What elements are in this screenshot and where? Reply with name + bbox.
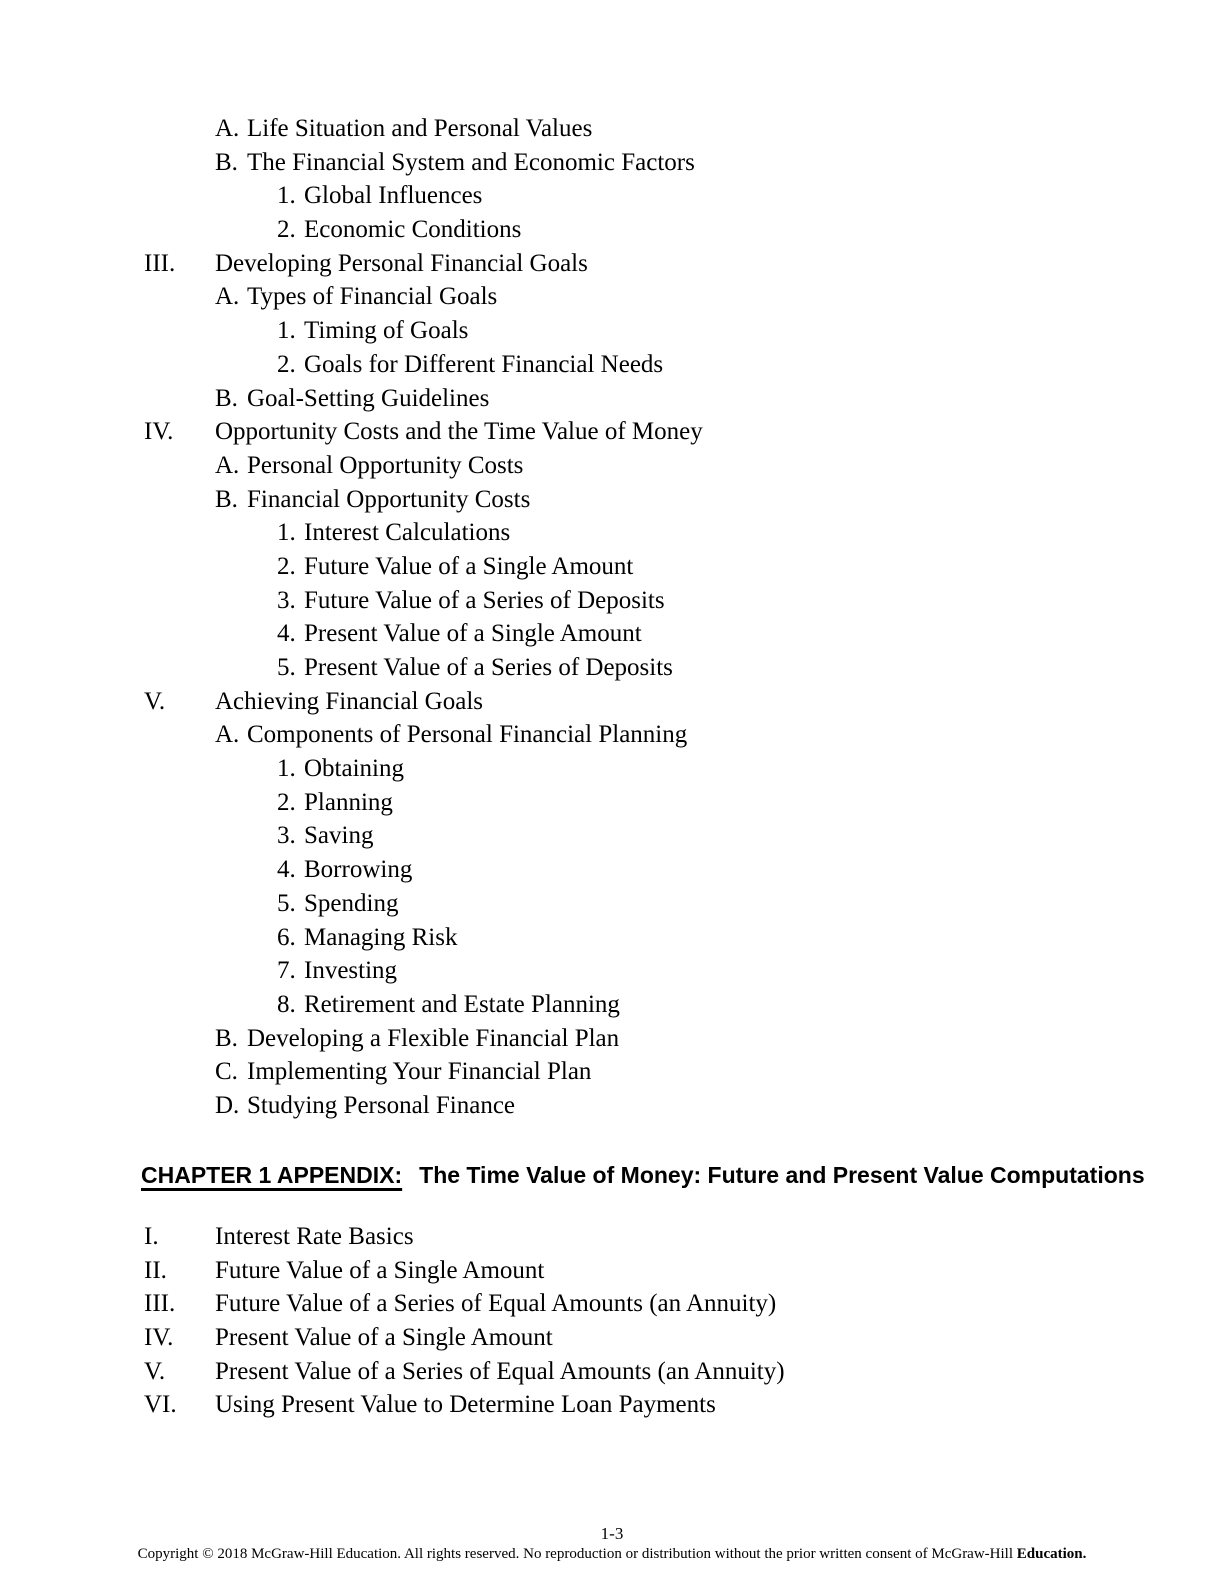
appendix-outline-list: [0, 1220, 1224, 1422]
outline-text: Economic Conditions: [304, 216, 522, 244]
outline-item: [0, 1355, 1224, 1389]
outline-text: Planning: [304, 788, 393, 816]
outline-item: [0, 516, 1224, 550]
outline-item: [0, 718, 1224, 752]
outline-marker: A.: [215, 115, 240, 142]
outline-text: Personal Opportunity Costs: [247, 451, 524, 479]
outline-item: [0, 1089, 1224, 1123]
outline-marker: IV.: [144, 1324, 174, 1352]
outline-marker: A.: [215, 721, 240, 749]
outline-marker: I.: [144, 1223, 159, 1250]
outline-item: [0, 247, 1224, 281]
outline-text: Using Present Value to Determine Loan Payments: [215, 1391, 716, 1419]
outline-text: Developing Personal Financial Goals: [215, 249, 588, 277]
outline-marker: B.: [215, 1024, 238, 1052]
outline-marker: 3.: [277, 822, 296, 850]
outline-text: Managing Risk: [304, 923, 458, 951]
outline-item: [0, 1022, 1224, 1056]
outline-text: The Financial System and Economic Factors: [247, 148, 695, 176]
outline-marker: 6.: [277, 923, 296, 951]
outline-marker: A.: [215, 451, 240, 479]
outline-marker: B.: [215, 485, 238, 513]
outline-text: Present Value of a Series of Deposits: [304, 654, 673, 681]
outline-item: [0, 786, 1224, 820]
outline-marker: V.: [144, 687, 166, 715]
outline-text: Future Value of a Single Amount: [215, 1256, 545, 1284]
outline-item: [0, 988, 1224, 1022]
appendix-heading: [141, 1162, 1145, 1189]
outline-item: [0, 584, 1224, 618]
outline-marker: 1.: [277, 182, 296, 210]
outline-item: [0, 752, 1224, 786]
outline-item: [0, 651, 1224, 685]
outline-item: [0, 617, 1224, 651]
outline-text: Present Value of a Series of Equal Amounts (an Annuity): [215, 1357, 785, 1385]
outline-marker: 8.: [277, 990, 296, 1018]
outline-marker: 4.: [277, 620, 296, 648]
outline-marker: IV.: [144, 418, 174, 446]
appendix-heading-label: CHAPTER 1 APPENDIX:: [141, 1162, 403, 1188]
outline-marker: 2.: [277, 350, 296, 378]
outline-marker: 4.: [277, 856, 296, 884]
copyright-notice: [0, 1546, 1224, 1563]
outline-item: [0, 179, 1224, 213]
outline-text: Types of Financial Goals: [247, 283, 498, 311]
outline-text: Goals for Different Financial Needs: [304, 350, 664, 378]
outline-text: Future Value of a Series of Equal Amounts (an Annuity): [215, 1290, 777, 1318]
outline-marker: III.: [144, 249, 176, 277]
outline-marker: C.: [215, 1058, 238, 1086]
outline-text: Studying Personal Finance: [247, 1091, 516, 1119]
outline-marker: VI.: [144, 1391, 177, 1419]
outline-marker: 5.: [277, 654, 296, 681]
outline-marker: 1.: [277, 519, 296, 547]
outline-item: [0, 1388, 1224, 1422]
outline-text: Financial Opportunity Costs: [247, 485, 531, 513]
outline-item: [0, 449, 1224, 483]
outline-item: [0, 382, 1224, 416]
outline-item: [0, 415, 1224, 449]
outline-marker: 5.: [277, 889, 296, 917]
outline-text: Goal-Setting Guidelines: [247, 384, 490, 412]
copyright-publisher: Education.: [1016, 1546, 1087, 1562]
outline-item: [0, 1321, 1224, 1355]
outline-text: Developing a Flexible Financial Plan: [247, 1024, 620, 1052]
outline-item: [0, 112, 1224, 146]
outline-item: [0, 853, 1224, 887]
outline-item: [0, 1055, 1224, 1089]
outline-text: Opportunity Costs and the Time Value of Money: [215, 418, 703, 446]
outline-marker: B.: [215, 384, 238, 412]
outline-marker: 2.: [277, 788, 296, 816]
outline-marker: II.: [144, 1256, 167, 1284]
outline-item: [0, 887, 1224, 921]
outline-marker: III.: [144, 1290, 176, 1318]
outline-text: Investing: [304, 957, 398, 985]
outline-text: Timing of Goals: [304, 317, 469, 345]
outline-item: [0, 819, 1224, 853]
outline-text: Obtaining: [304, 755, 404, 783]
outline-item: [0, 146, 1224, 180]
outline-item: [0, 1220, 1224, 1254]
outline-marker: 1.: [277, 755, 296, 783]
outline-item: [0, 1254, 1224, 1288]
outline-item: [0, 314, 1224, 348]
outline-text: Achieving Financial Goals: [215, 687, 483, 715]
outline-item: [0, 348, 1224, 382]
outline-marker: A.: [215, 283, 240, 311]
outline-marker: 2.: [277, 216, 296, 244]
outline-item: [0, 213, 1224, 247]
copyright-text: Copyright © 2018 McGraw-Hill Education. All rights reserved. No reproduction or distribution without the prior written consent of McGraw-Hill: [137, 1546, 1017, 1562]
outline-text: Borrowing: [304, 856, 413, 884]
chapter-outline-list: [0, 112, 1224, 1123]
outline-marker: B.: [215, 148, 238, 176]
outline-text: Future Value of a Series of Deposits: [304, 586, 665, 614]
outline-marker: D.: [215, 1091, 240, 1119]
appendix-heading-title: The Time Value of Money: Future and Present Value Computations: [419, 1162, 1145, 1188]
outline-text: Present Value of a Single Amount: [215, 1324, 553, 1352]
outline-marker: V.: [144, 1357, 166, 1385]
outline-text: Global Influences: [304, 182, 483, 210]
outline-marker: 3.: [277, 586, 296, 614]
page-number: 1-3: [600, 1524, 624, 1543]
outline-text: Components of Personal Financial Planning: [247, 721, 688, 749]
outline-item: [0, 483, 1224, 517]
outline-text: Life Situation and Personal Values: [247, 115, 593, 142]
outline-text: Interest Calculations: [304, 519, 511, 547]
outline-item: [0, 685, 1224, 719]
outline-text: Interest Rate Basics: [215, 1223, 414, 1250]
outline-item: [0, 550, 1224, 584]
outline-item: [0, 280, 1224, 314]
outline-item: [0, 954, 1224, 988]
outline-text: Present Value of a Single Amount: [304, 620, 642, 648]
outline-marker: 2.: [277, 552, 296, 580]
outline-marker: 7.: [277, 957, 296, 985]
outline-item: [0, 1287, 1224, 1321]
outline-item: [0, 921, 1224, 955]
outline-text: Retirement and Estate Planning: [304, 990, 620, 1018]
outline-text: Spending: [304, 889, 399, 917]
outline-marker: 1.: [277, 317, 296, 345]
outline-text: Future Value of a Single Amount: [304, 552, 634, 580]
outline-text: Saving: [304, 822, 374, 850]
outline-text: Implementing Your Financial Plan: [247, 1058, 592, 1086]
